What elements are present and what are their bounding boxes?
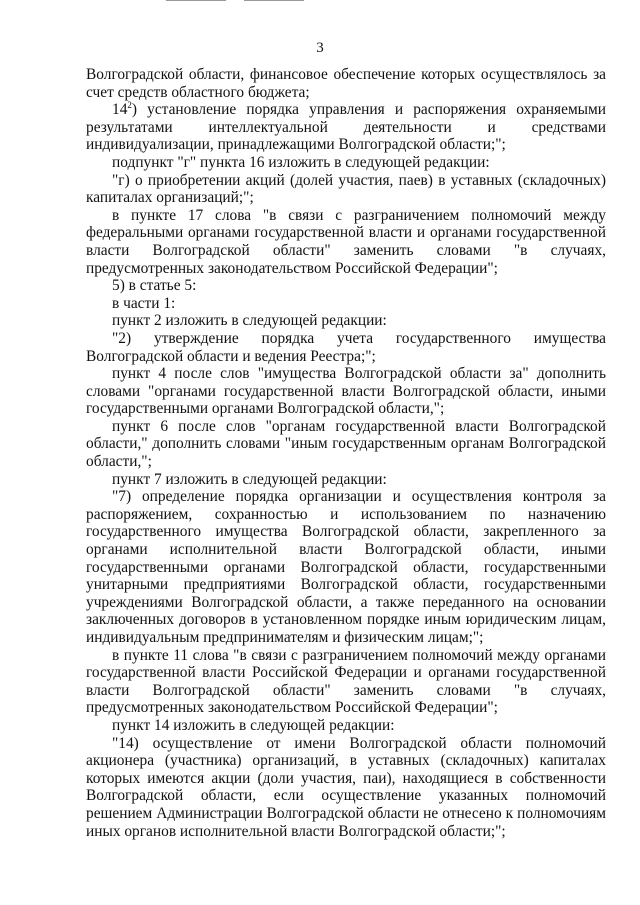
- paragraph: пункт 4 после слов "имущества Волгоградской области за" дополнить словами "органами государственной власти Волгоградской области, иными государственными органами Волгоградской области,";: [86, 365, 606, 418]
- paragraph: "14) осуществление от имени Волгоградской области полномочий акционера (участника) организаций, в уставных (складочных) капиталах которых имеются акции (доли участия, паи), находящиеся в собственности Волгоградской области, если осуществление указанных полномочий решением Администрации Волгоградской области не отнесено к полномочиям иных органов исполнительной власти Волгоградской области;";: [86, 734, 606, 840]
- scan-edge-mark: [166, 0, 226, 1]
- paragraph: пункт 2 изложить в следующей редакции:: [112, 312, 387, 330]
- paragraph: "г) о приобретении акций (долей участия, паев) в уставных (складочных) капиталах организаций;";: [86, 171, 606, 207]
- paragraph: пункт 6 после слов "органам государственной власти Волгоградской области," дополнить словами "иным государственным органам Волгоградской области,";: [86, 417, 606, 471]
- paragraph: в пункте 17 слова "в связи с разграничением полномочий между федеральными органами государственной власти и органами государственной власти Волгоградской области" заменить словами "в случаях, предусмотренных законодательством Российской Федерации";: [86, 206, 606, 277]
- document-body: [86, 66, 606, 840]
- paragraph: в части 1:: [112, 294, 176, 312]
- paragraph: [86, 101, 606, 154]
- paragraph: подпункт "г" пункта 16 изложить в следующей редакции:: [112, 153, 490, 171]
- paragraph: "7) определение порядка организации и осуществления контроля за распоряжением, сохранностью и использованием по назначению государственного имущества Волгоградской области, закрепленного за органами исполнительной власти Волгоградской области, иными государственными органами Волгоградской области, государственными унитарными предприятиями Волгоградской области, государственными учреждениями Волгоградской области, а также переданного на основании заключенных договоров в установленном порядке иным юридическим лицам, индивидуальным предпринимателям и физическим лицам;";: [86, 488, 606, 646]
- paragraph: 5) в статье 5:: [112, 277, 197, 295]
- paragraph: пункт 14 изложить в следующей редакции:: [112, 716, 395, 734]
- scan-edge-mark: [244, 0, 304, 1]
- paragraph: в пункте 11 слова "в связи с разграничением полномочий между органами государственной власти Российской Федерации и органами государственной власти Волгоградской области" заменить словами "в случаях, предусмотренных законодательством Российской Федерации";: [86, 646, 606, 717]
- paragraph: "2) утверждение порядка учета государственного имущества Волгоградской области и ведения Реестра;";: [86, 329, 606, 365]
- page-number: 3: [316, 40, 324, 56]
- paragraph: пункт 7 изложить в следующей редакции:: [112, 470, 387, 488]
- paragraph-text: ) установление порядка управления и распоряжения охраняемыми результатами интеллектуальной деятельности и средствами индивидуализации, принадлежащими Волгоградской области;";: [86, 101, 606, 154]
- item-number: 14: [112, 101, 128, 119]
- paragraph: Волгоградской области, финансовое обеспечение которых осуществлялось за счет средств областного бюджета;: [86, 66, 606, 101]
- item-superscript: 2: [127, 100, 132, 111]
